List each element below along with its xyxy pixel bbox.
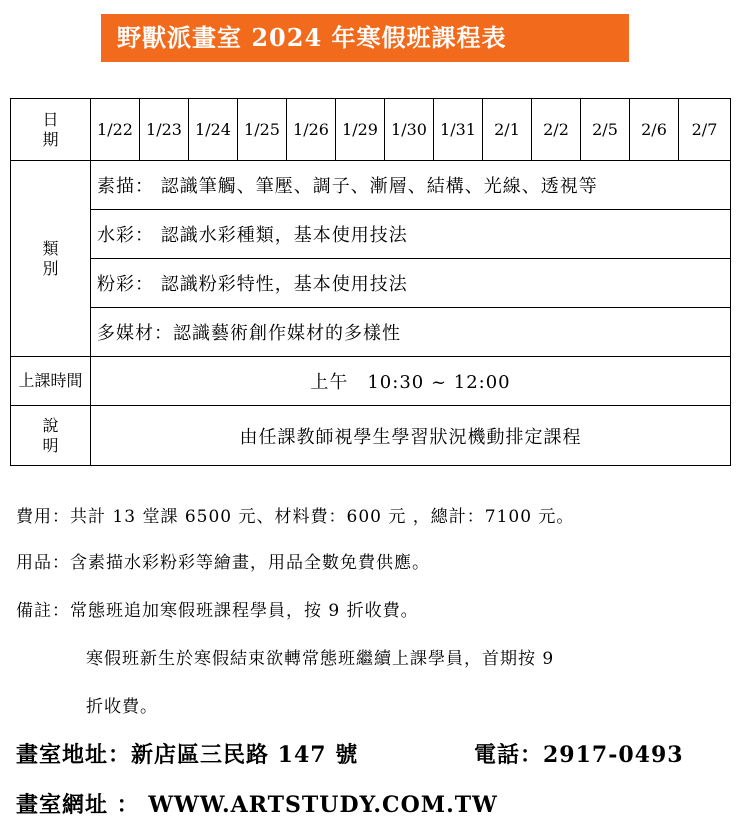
date-cell: 1/23 [140, 99, 189, 161]
time-row [11, 357, 731, 406]
category-label [11, 161, 91, 357]
category-row [11, 161, 731, 210]
note-label [11, 406, 91, 466]
date-row [11, 99, 731, 161]
category-row [11, 210, 731, 259]
remarks-line: 備註：常態班追加寒假班課程學員，按 9 折收費。 [16, 601, 419, 621]
date-label-line-2: 期 [42, 129, 59, 149]
category-mixed-media: 多媒材：認識藝術創作媒材的多樣性 [91, 308, 731, 357]
date-cell: 1/24 [189, 99, 238, 161]
date-cell: 1/31 [434, 99, 483, 161]
date-cell: 1/30 [385, 99, 434, 161]
supplies-line: 用品：含素描水彩粉彩等繪畫，用品全數免費供應。 [16, 553, 430, 573]
date-cell: 1/22 [91, 99, 140, 161]
date-cell: 1/29 [336, 99, 385, 161]
date-label [11, 99, 91, 161]
note-label-line-2: 明 [42, 435, 59, 455]
category-label-line-2: 別 [42, 258, 59, 278]
studio-address: 畫室地址：新店區三民路 147 號 [16, 742, 359, 768]
category-pastel: 粉彩： 認識粉彩特性，基本使用技法 [91, 259, 731, 308]
note-label-line-1: 說 [42, 415, 59, 435]
remarks-line: 寒假班新生於寒假結束欲轉常態班繼續上課學員，首期按 9 [86, 649, 555, 669]
date-cell: 2/5 [581, 99, 630, 161]
date-cell: 1/25 [238, 99, 287, 161]
remarks-line: 折收費。 [86, 697, 158, 717]
category-row [11, 259, 731, 308]
date-cell: 2/7 [679, 99, 731, 161]
studio-phone: 電話：2917-0493 [474, 742, 684, 768]
note-value: 由任課教師視學生學習狀況機動排定課程 [91, 406, 731, 466]
date-cell: 2/6 [630, 99, 679, 161]
date-cell: 2/2 [532, 99, 581, 161]
time-value: 上午 10:30 ~ 12:00 [91, 357, 731, 406]
address-line [16, 738, 684, 769]
page-title: 野獸派畫室 2024 年寒假班課程表 [101, 14, 629, 62]
category-row [11, 308, 731, 357]
category-watercolor: 水彩： 認識水彩種類，基本使用技法 [91, 210, 731, 259]
time-label: 上課時間 [11, 357, 91, 406]
date-cell: 2/1 [483, 99, 532, 161]
note-row [11, 406, 731, 466]
schedule-table [10, 98, 731, 466]
category-label-line-1: 類 [42, 238, 59, 258]
studio-website: 畫室網址 ： WWW.ARTSTUDY.COM.TW [16, 792, 498, 818]
category-sketch: 素描： 認識筆觸、筆壓、調子、漸層、結構、光線、透視等 [91, 161, 731, 210]
date-cell: 1/26 [287, 99, 336, 161]
fee-line: 費用：共計 13 堂課 6500 元、材料費：600 元 ，總計：7100 元。 [16, 507, 575, 527]
date-label-line-1: 日 [42, 109, 59, 129]
